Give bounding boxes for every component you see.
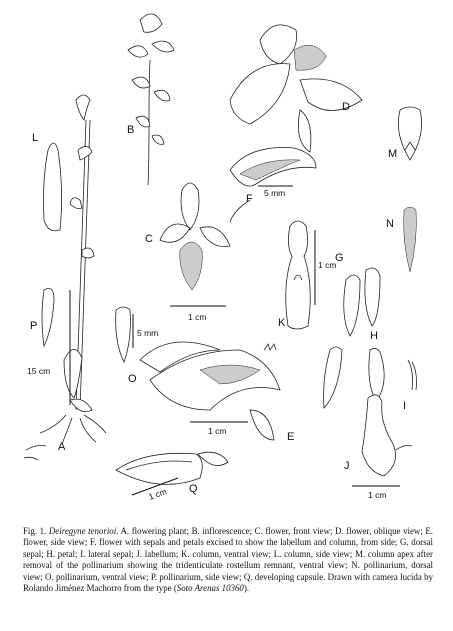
figure-label-p: P [30,320,38,332]
collector-reference: Soto Arenas 10360 [176,582,244,593]
drawing-h-petal [365,268,380,326]
figure-label-h: H [370,330,378,342]
drawing-o-pollinarium-ventral [116,307,131,362]
scale-label-k: 1 cm [318,260,337,270]
drawing-d-flower-oblique [230,25,362,152]
figure-caption [23,526,433,594]
drawing-b-inflorescence [128,14,174,185]
scale-label-j: 1 cm [368,490,387,500]
figure-label-j: J [344,460,350,472]
scale-label-f: 5 mm [264,188,286,198]
scale-label-a: 15 cm [27,366,51,376]
figure-label-g: G [335,252,344,264]
figure-label-q: Q [189,483,198,495]
figure-label-c: C [145,233,153,245]
species-name: Deiregyne tenorioi [48,525,117,536]
caption-end: ). [243,582,250,593]
scale-label-c: 1 cm [188,312,207,322]
figure-label-f: F [246,193,253,205]
drawing-q-capsule [116,452,228,484]
drawing-n-pollinarium-dorsal [404,207,417,272]
figure-label-i: I [403,400,407,412]
figure-label-l: L [32,132,39,144]
drawing-m-column-apex [398,107,421,160]
drawing-l-column-side [44,143,62,231]
scale-label-o: 5 mm [137,328,159,338]
drawing-a-flowering-plant [24,95,106,460]
drawing-k-column-ventral [286,221,311,329]
figure-label-k: K [278,317,286,329]
figure-label-a: A [58,441,66,453]
drawing-g-dorsal-sepal [344,275,360,336]
figure-label-e: E [287,431,295,443]
figure-label-m: M [388,148,398,160]
drawing-c-flower-front [160,183,230,290]
figure-label-d: D [342,101,350,113]
scale-label-e: 1 cm [208,426,227,436]
figure-label-b: B [127,124,135,136]
caption-body: . A. flowering plant; B. inflorescence; C. flower, front view; D. flower, oblique view; E. flower, side view; F. flower with sepals and petals excised to show the labellum and column, from side; G. dorsal sepal; H. petal; I. lateral sepal; J. labellum; K. column, ventral view; L. column, side view; M. column apex after removal of the pollinarium showing the tridenticulate rostellum remnant, ventral view; N. pollinarium, dorsal view; O. pollinarium, ventral view; P. pollinarium, side view; Q. developing capsule. Drawn with camera lucida by Rolando Jiménez Machorro from the type ( [23,525,433,593]
drawing-p-pollinarium-side [42,288,54,346]
figure-number: Fig. 1. [23,525,47,536]
drawing-f-labellum-column [230,147,316,222]
figure-label-o: O [128,373,137,385]
figure-label-n: N [386,218,394,230]
scale-label-q: 1 cm [147,486,168,502]
